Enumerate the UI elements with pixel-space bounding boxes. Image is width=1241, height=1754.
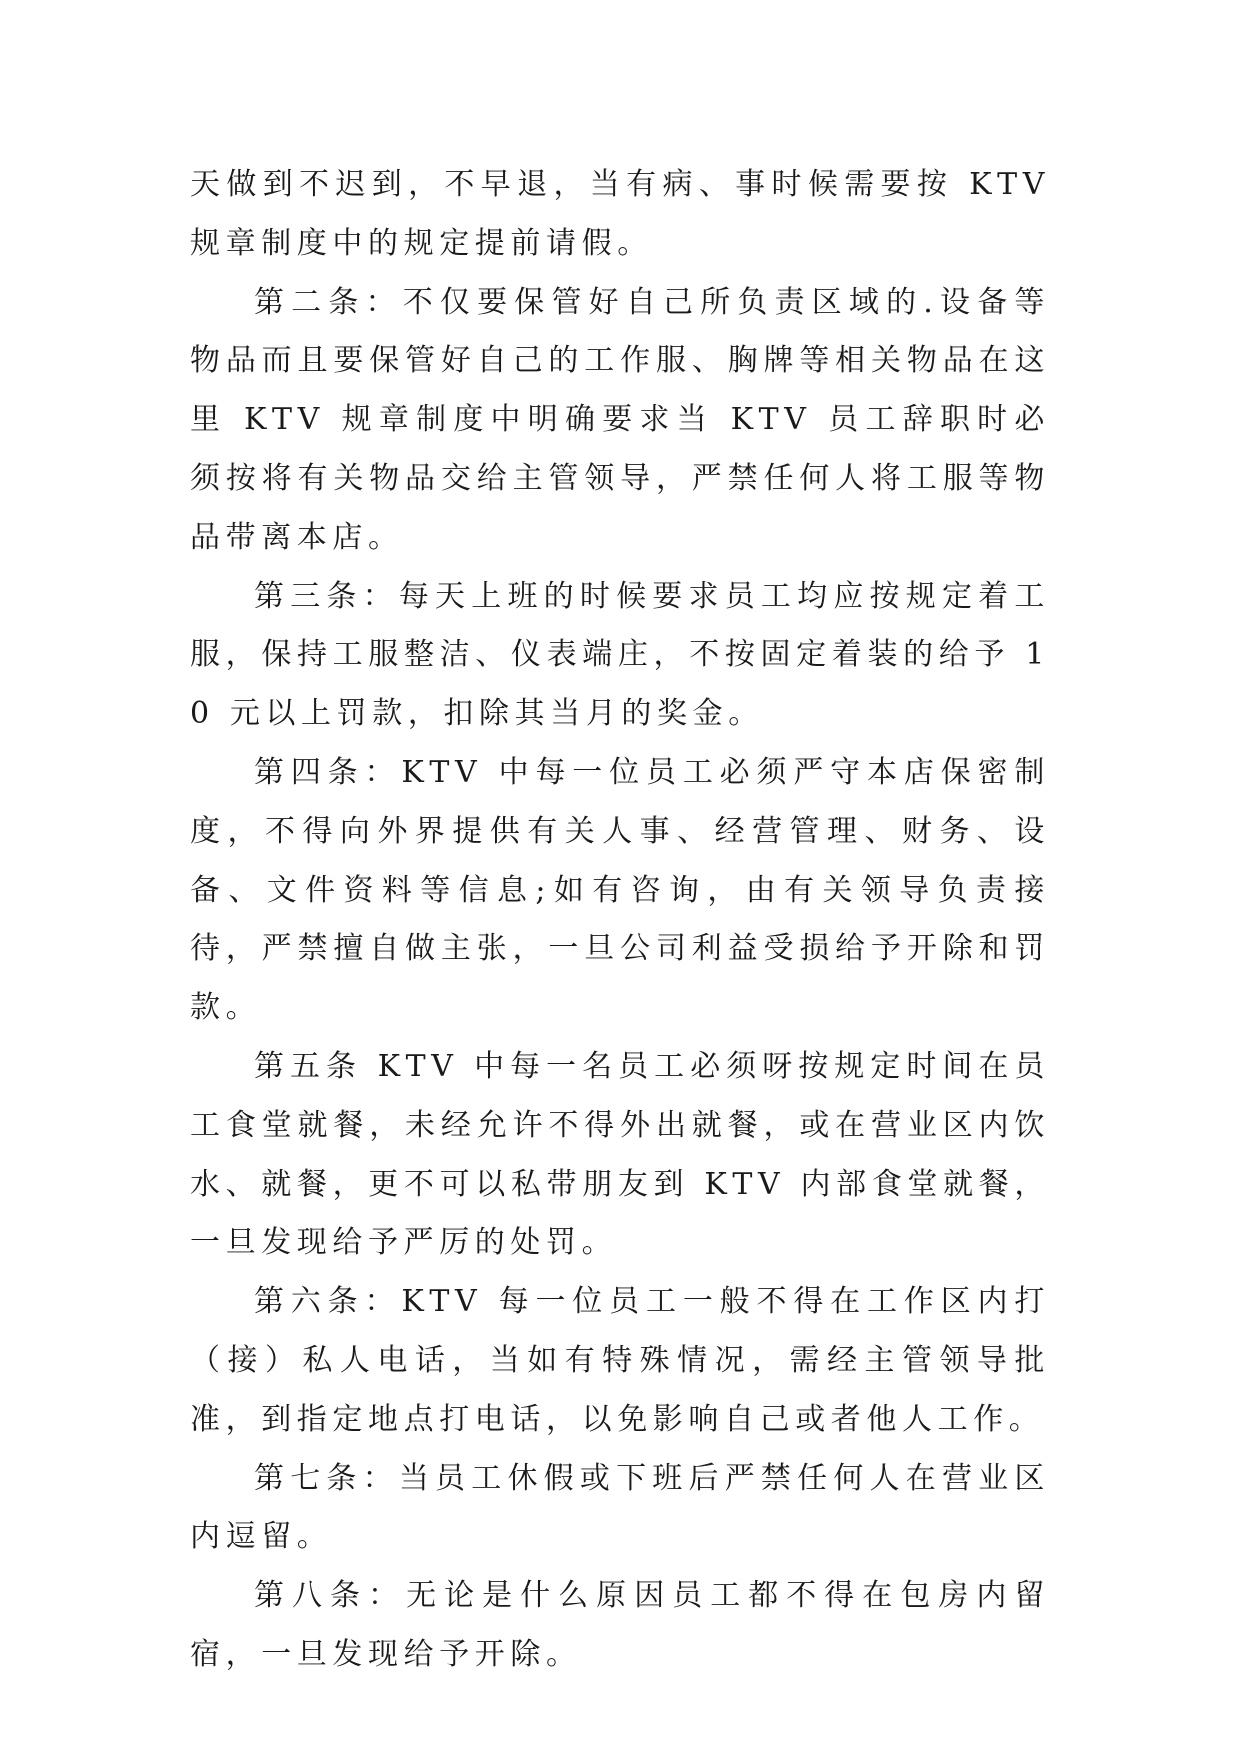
paragraph-article-5: 第五条 KTV 中每一名员工必须呀按规定时间在员工食堂就餐，未经允许不得外出就餐，或在营业区内饮水、就餐，更不可以私带朋友到 KTV 内部食堂就餐，一旦发现给予严厉的处罚。 [190, 1048, 1050, 1261]
paragraph-article-8: 第八条：无论是什么原因员工都不得在包房内留宿，一旦发现给予开除。 [190, 1578, 1050, 1672]
paragraph-continuation: 天做到不迟到，不早退，当有病、事时候需要按 KTV 规章制度中的规定提前请假。 [190, 167, 1050, 261]
paragraph-article-2: 第二条：不仅要保管好自己所负责区域的.设备等物品而且要保管好自己的工作服、胸牌等相关物品在这里 KTV 规章制度中明确要求当 KTV 员工辞职时必须按将有关物品交给主管领导，严禁任何人将工服等物品带离本店。 [190, 284, 1050, 555]
paragraph-article-4: 第四条：KTV 中每一位员工必须严守本店保密制度，不得向外界提供有关人事、经营管理、财务、设备、文件资料等信息;如有咨询，由有关领导负责接待，严禁擅自做主张，一旦公司利益受损给予开除和罚款。 [190, 754, 1050, 1026]
paragraph-article-3: 第三条：每天上班的时候要求员工均应按规定着工服，保持工服整洁、仪表端庄，不按固定着装的给予 10 元以上罚款，扣除其当月的奖金。 [190, 578, 1050, 732]
paragraph-article-6: 第六条：KTV 每一位员工一般不得在工作区内打（接）私人电话，当如有特殊情况，需经主管领导批准，到指定地点打电话，以免影响自己或者他人工作。 [190, 1284, 1050, 1437]
paragraph-article-7: 第七条：当员工休假或下班后严禁任何人在营业区内逗留。 [190, 1460, 1050, 1555]
document-body [190, 156, 1050, 1685]
